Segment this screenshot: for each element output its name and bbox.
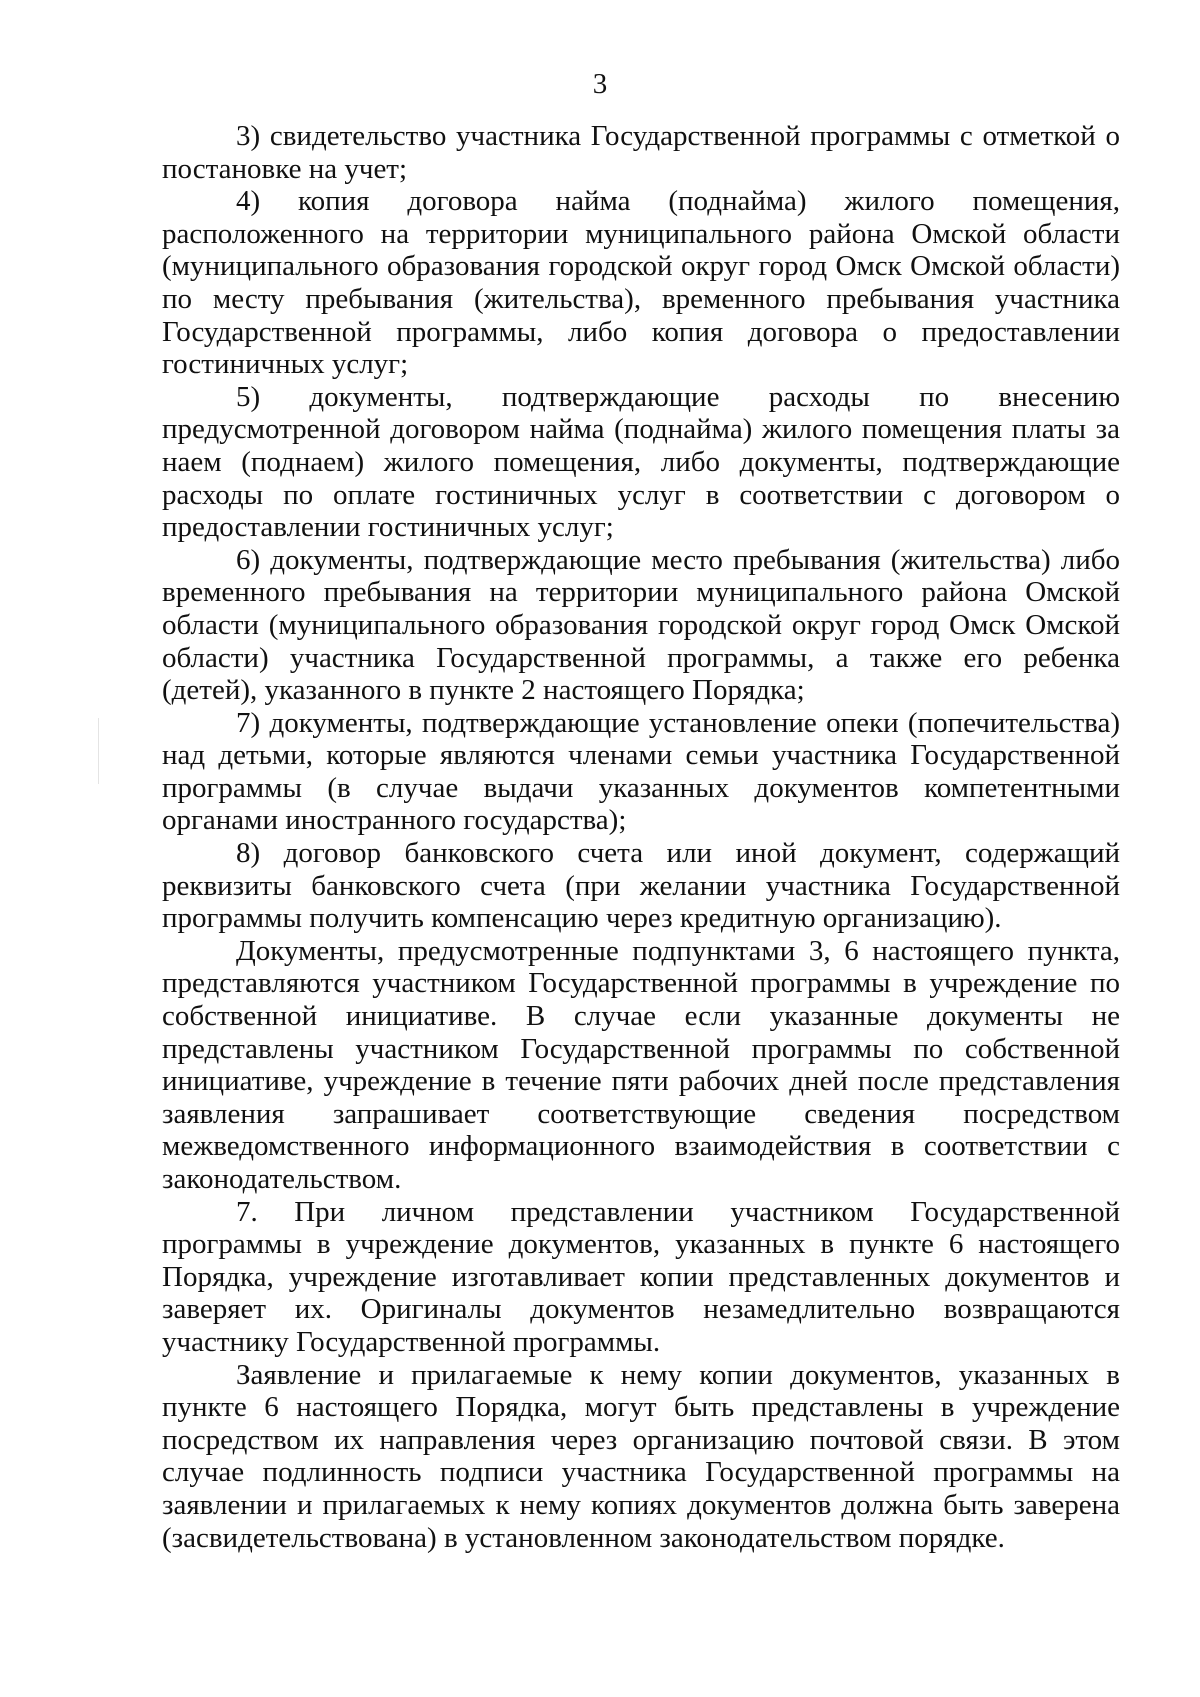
paragraph-item-6: 6) документы, подтверждающие место пребывания (жительства) либо временного пребывания на территории муниципального района Омской области (муниципального образования городской округ город Омск Омской области) участника Государственной программы, а также его ребенка (детей), указанного в пункте 2 настоящего Порядка; [162,543,1120,707]
document-body [162,120,1120,1554]
paragraph-postal-submission: Заявление и прилагаемые к нему копии документов, указанных в пункте 6 настоящего Порядка, могут быть представлены в учреждение посредством их направления через организацию почтовой связи. В этом случае подлинность подписи участника Государственной программы на заявлении и прилагаемых к нему копиях документов должна быть заверена (засвидетельствована) в установленном законодательством порядке. [162,1358,1120,1554]
paragraph-item-3: 3) свидетельство участника Государственной программы с отметкой о постановке на учет; [162,120,1120,185]
paragraph-item-4: 4) копия договора найма (поднайма) жилого помещения, расположенного на территории муниципального района Омской области (муниципального образования городской округ город Омск Омской области) по месту пребывания (жительства), временного пребывания участника Государственной программы, либо копия договора о предоставлении гостиничных услуг; [162,185,1120,381]
paragraph-item-8: 8) договор банковского счета или иной документ, содержащий реквизиты банковского счета (при желании участника Государственной программы получить компенсацию через кредитную организацию). [162,837,1120,935]
scan-artifact-line [98,718,99,784]
paragraph-item-5: 5) документы, подтверждающие расходы по внесению предусмотренной договором найма (поднайма) жилого помещения платы за наем (поднаем) жилого помещения, либо документы, подтверждающие расходы по оплате гостиничных услуг в соответствии с договором о предоставлении гостиничных услуг; [162,380,1120,544]
paragraph-documents-note: Документы, предусмотренные подпунктами 3, 6 настоящего пункта, представляются участником Государственной программы в учреждение по собственной инициативе. В случае если указанные документы не представлены участником Государственной программы по собственной инициативе, учреждение в течение пяти рабочих дней после представления заявления запрашивает соответствующие сведения посредством межведомственного информационного взаимодействия в соответствии с законодательством. [162,934,1120,1195]
page-number: 3 [592,68,608,100]
paragraph-section-7: 7. При личном представлении участником Государственной программы в учреждение документов, указанных в пункте 6 настоящего Порядка, учреждение изготавливает копии представленных документов и заверяет их. Оригиналы документов незамедлительно возвращаются участнику Государственной программы. [162,1195,1120,1358]
paragraph-item-7: 7) документы, подтверждающие установление опеки (попечительства) над детьми, которые являются членами семьи участника Государственной программы (в случае выдачи указанных документов компетентными органами иностранного государства); [162,706,1120,837]
